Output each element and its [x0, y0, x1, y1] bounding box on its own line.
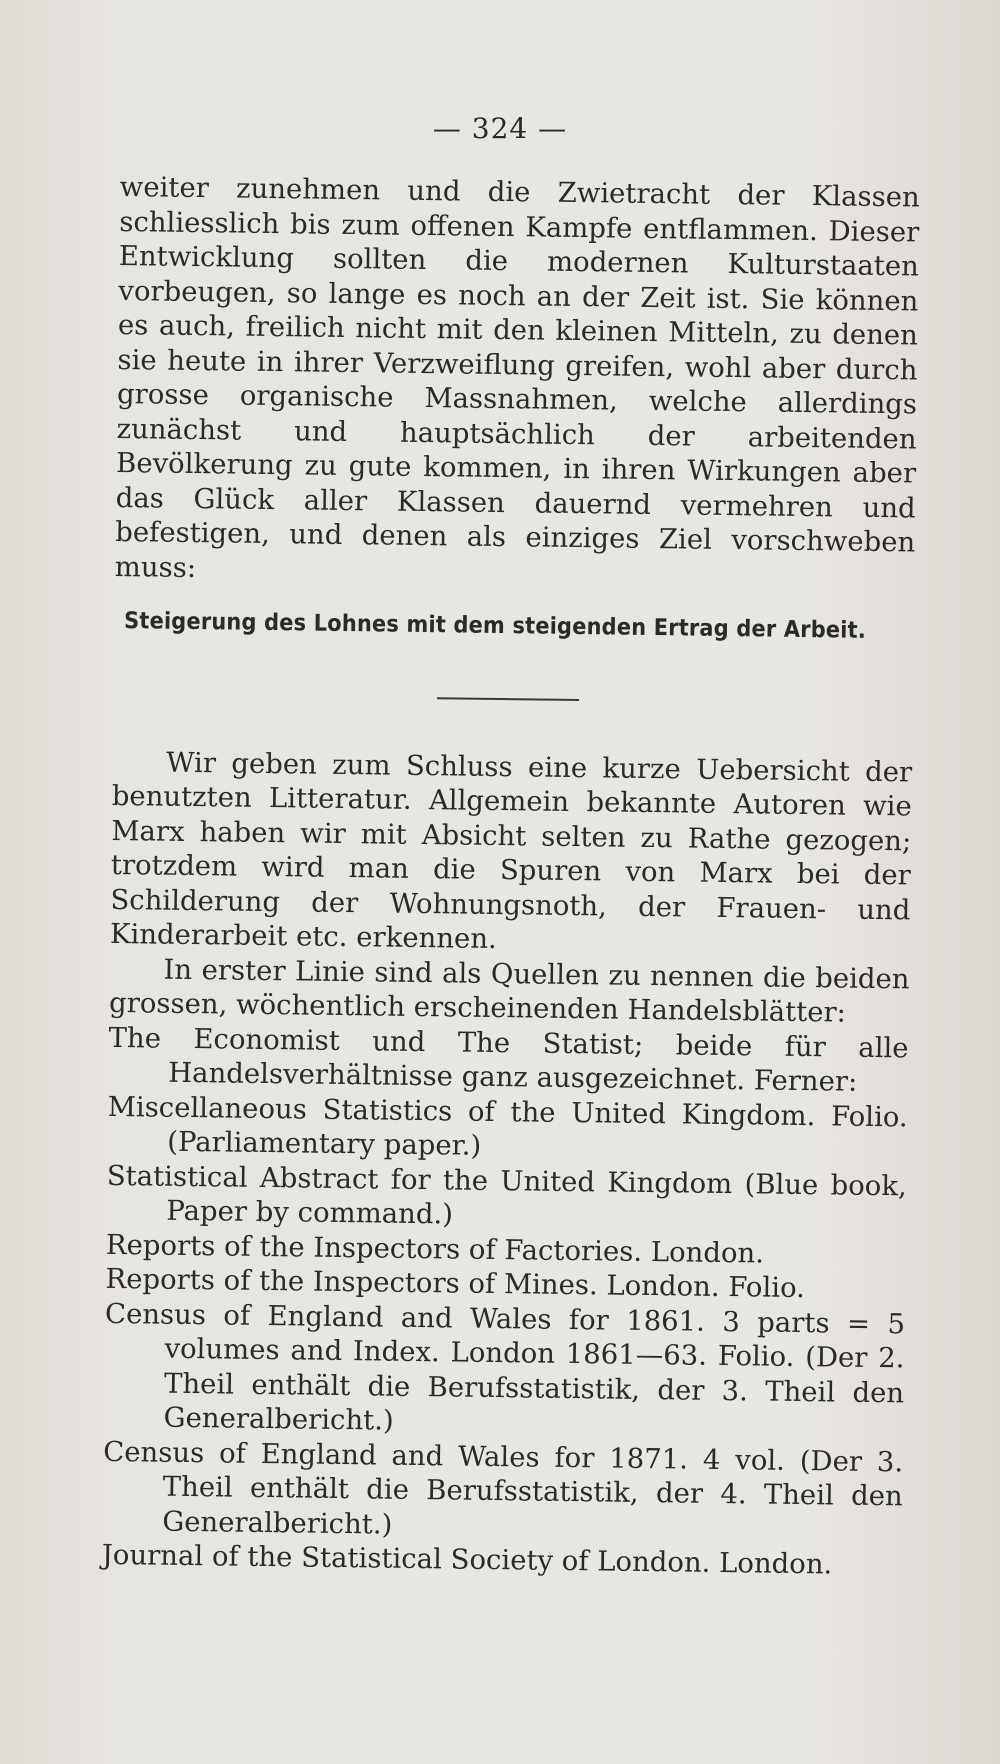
bibliography-entry: Census of England and Wales for 1871. 4 vol. (Der 3. Theil enthält die Berufsstatistik, der 4. Theil den Generalbericht.)	[103, 1435, 904, 1541]
literature-paragraph: Wir geben zum Schluss eine kurze Uebersicht der benutzten Litteratur. Allgemein bekannte Autoren wie Marx haben wir mit Absicht selten zu Rathe gezogen; trotzdem wird man die Spuren von Marx bei der Schilderung der Wohnungsnoth, der Frauen- und Kinderarbeit etc. erkennen.	[109, 746, 913, 955]
bibliography-entry: Statistical Abstract for the United Kingdom (Blue book, Paper by command.)	[106, 1159, 907, 1231]
intro-paragraph: weiter zunehmen und die Zwietracht der Klassen schliesslich bis zum offenen Kampfe entflammen. Dieser Entwicklung sollten die modernen Kulturstaaten vorbeugen, so lange es noch an der Zeit ist. Sie können es auch, freilich nicht mit den kleinen Mitteln, zu denen sie heute in ihrer Verzweiflung greifen, wohl aber durch grosse organische Massnahmen, welche allerdings zunächst und hauptsächlich der arbeitenden Bevölkerung zu gute kommen, in ihren Wirkungen aber das Glück aller Klassen dauernd vermehren und befestigen, und denen als einziges Ziel vorschweben muss:	[114, 170, 920, 584]
bibliography-entry: Reports of the Inspectors of Mines. London. Folio.	[105, 1262, 806, 1305]
bibliography-entry: The Economist und The Statist; beide für alle Handelsverhältnisse ganz ausgezeichnet. Ferner:	[108, 1021, 909, 1098]
bibliography-entry: Census of England and Wales for 1861. 3 parts = 5 volumes and Index. London 1861—63. Folio. (Der 2. Theil enthält die Berufsstatistik, der 3. Theil den Generalbericht.)	[104, 1297, 906, 1437]
bibliography-list	[102, 1020, 909, 1582]
bibliography-entry: Journal of the Statistical Society of London. London.	[101, 1538, 833, 1581]
sources-paragraph: In erster Linie sind als Quellen zu nennen die beiden grossen, wöchentlich erscheinenden Handelsblätter:	[108, 953, 910, 1029]
bibliography-entry: Miscellaneous Statistics of the United Kingdom. Folio. (Parliamentary paper.)	[107, 1090, 908, 1162]
bibliography-entry: Reports of the Inspectors of Factories. London.	[105, 1228, 765, 1270]
page-body	[102, 170, 920, 1583]
section-divider	[437, 697, 579, 701]
emphasis-line: Steigerung des Lohnes mit dem steigenden Ertrag der Arbeit.	[123, 608, 867, 644]
page-number: — 324 —	[432, 112, 568, 145]
